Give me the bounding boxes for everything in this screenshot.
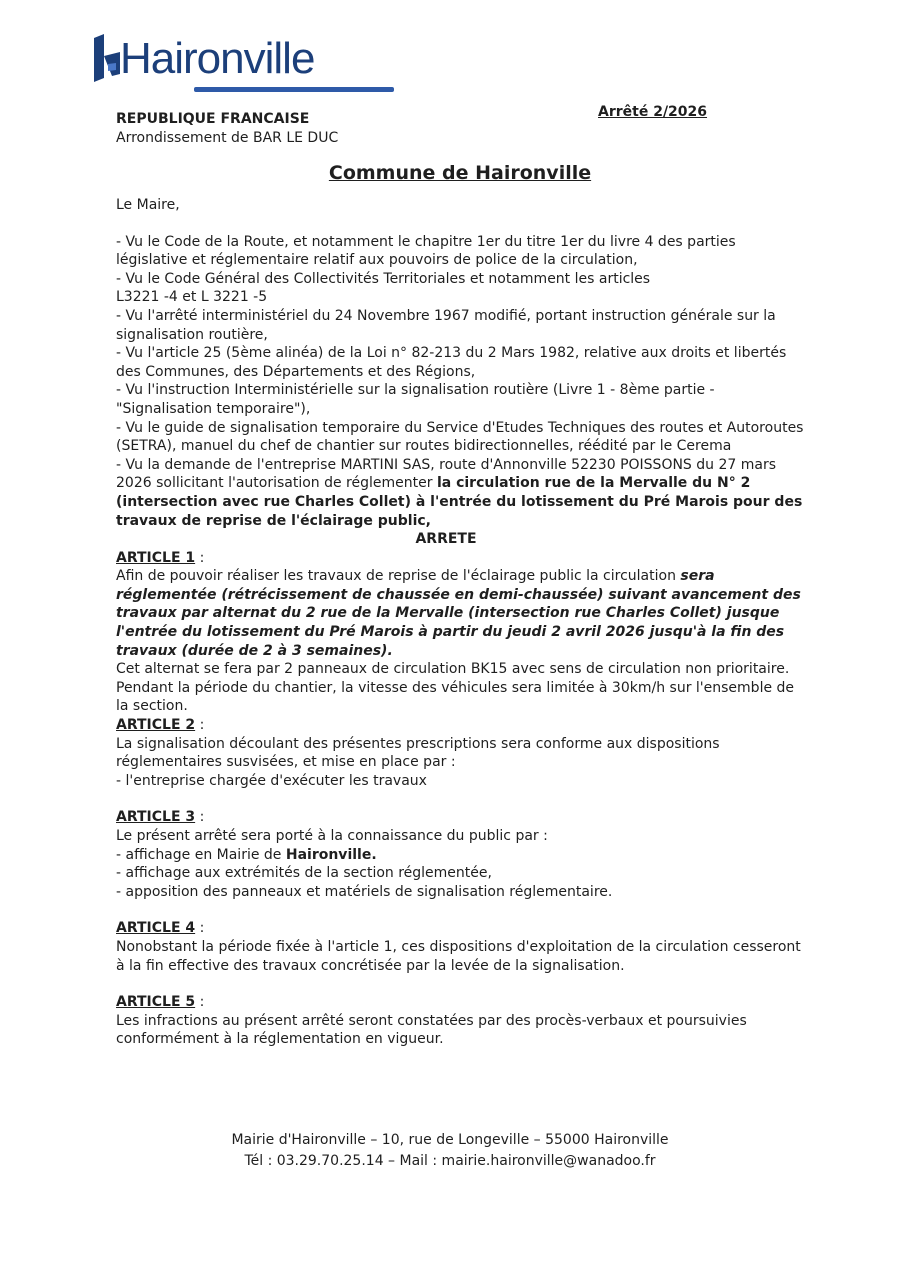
article-3-line2	[116, 846, 806, 865]
article-4-line1: Nonobstant la période fixée à l'article 1, ces dispositions d'exploitation de la circulation cesseront à la fin effective des travaux concrétisée par la levée de la signalisation.	[116, 938, 801, 974]
vu-line: - Vu le guide de signalisation temporaire du Service d'Etudes Techniques des routes et Autoroutes (SETRA), manuel du chef de chantier sur routes bidirectionnelles, réédité par le Cerema	[116, 419, 804, 455]
vu-line: - Vu l'article 25 (5ème alinéa) de la Loi n° 82-213 du 2 Mars 1982, relative aux droits et libertés des Communes, des Départements et des Régions,	[116, 345, 787, 380]
article-4-label: ARTICLE 4	[116, 920, 196, 937]
article-4-colon: :	[195, 920, 205, 937]
article-2-line2: - l'entreprise chargée d'exécuter les travaux	[116, 772, 427, 789]
commune-title-wrap	[0, 162, 900, 184]
article-3-line1: Le présent arrêté sera porté à la connaissance du public par :	[116, 828, 548, 844]
article-2-colon: :	[195, 717, 205, 734]
document-body	[116, 196, 806, 1049]
logo-text: Haironville	[120, 34, 315, 83]
vu-demande-text: - Vu la demande de l'entreprise MARTINI SAS, route d'Annonville 52230 POISSONS du 27 mars 2026 sollicitant l'autorisation de réglementer	[116, 456, 777, 492]
article-3-line3: - affichage aux extrémités de la section réglementée,	[116, 865, 492, 882]
republique-francaise: REPUBLIQUE FRANCAISE	[116, 111, 310, 127]
article-1-para	[116, 567, 806, 660]
vu-line: - Vu l'arrêté interministériel du 24 Novembre 1967 modifié, portant instruction générale sur la signalisation routière,	[116, 307, 776, 343]
vu-line: L3221 -4 et L 3221 -5	[116, 289, 268, 306]
arrondissement: Arrondissement de BAR LE DUC	[116, 130, 339, 146]
haironville-logo	[90, 24, 320, 96]
vu-demande-bold: la circulation rue de la Mervalle du N° 2 (intersection avec rue Charles Collet) à l'entrée du lotissement du Pré Marois pour des travaux de reprise de l'éclairage public,	[116, 475, 803, 529]
article-2-label: ARTICLE 2	[116, 717, 196, 734]
article-1-line3: Pendant la période du chantier, la vitesse des véhicules sera limitée à 30km/h sur l'ensemble de la section.	[116, 679, 795, 715]
article-3-line2-bold: Haironville.	[285, 846, 377, 863]
article-1-intro: Afin de pouvoir réaliser les travaux de reprise de l'éclairage public la circulation	[116, 568, 681, 585]
vu-demande	[116, 456, 806, 530]
article-3-line4: - apposition des panneaux et matériels de signalisation réglementaire.	[116, 883, 613, 900]
article-3-heading	[116, 808, 806, 827]
article-3-label: ARTICLE 3	[116, 809, 196, 826]
article-1-emphasis: sera réglementée (rétrécissement de chaussée en demi-chaussée) suivant avancement des travaux par alternat du 2 rue de la Mervalle (intersection rue Charles Collet) jusque l'entrée du lotissement du Pré Marois à partir du jeudi 2 avril 2026 jusqu'à la fin des travaux (durée de 2 à 3 semaines).	[116, 568, 801, 659]
logo-underline	[194, 87, 394, 92]
article-5-label: ARTICLE 5	[116, 994, 196, 1011]
commune-title: Commune de Haironville	[328, 162, 592, 184]
le-maire: Le Maire,	[116, 197, 180, 213]
article-3-line2-text: - affichage en Mairie de	[116, 846, 286, 863]
article-4-heading	[116, 919, 806, 938]
article-1-colon: :	[195, 549, 205, 566]
article-5-heading	[116, 993, 806, 1012]
footer-address: Mairie d'Haironville – 10, rue de Longeville – 55000 Haironville	[231, 1132, 669, 1148]
footer-contact: Tél : 03.29.70.25.14 – Mail : mairie.haironville@wanadoo.fr	[244, 1153, 656, 1169]
article-2-line1: La signalisation découlant des présentes prescriptions sera conforme aux dispositions réglementaires susvisées, et mise en place par :	[116, 735, 720, 771]
vu-line: - Vu le Code Général des Collectivités Territoriales et notamment les articles	[116, 270, 651, 287]
article-5-colon: :	[195, 994, 205, 1011]
arrete-number: Arrêté 2/2026	[598, 104, 708, 120]
article-5-line1: Les infractions au présent arrêté seront constatées par des procès-verbaux et poursuivies conformément à la réglementation en vigueur.	[116, 1012, 747, 1048]
vu-line: - Vu l'instruction Interministérielle sur la signalisation routière (Livre 1 - 8ème partie - "Signalisation temporaire"),	[116, 382, 715, 417]
article-1-line2: Cet alternat se fera par 2 panneaux de circulation BK15 avec sens de circulation non prioritaire.	[116, 661, 790, 678]
footer	[0, 1130, 900, 1172]
vu-line: - Vu le Code de la Route, et notamment le chapitre 1er du titre 1er du livre 4 des parties législative et réglementaire relatif aux pouvoirs de police de la circulation,	[116, 233, 736, 269]
article-1-heading	[116, 549, 806, 568]
arrete-title: ARRETE	[415, 531, 477, 548]
article-3-colon: :	[195, 809, 205, 826]
article-1-label: ARTICLE 1	[116, 549, 196, 566]
article-2-heading	[116, 716, 806, 735]
